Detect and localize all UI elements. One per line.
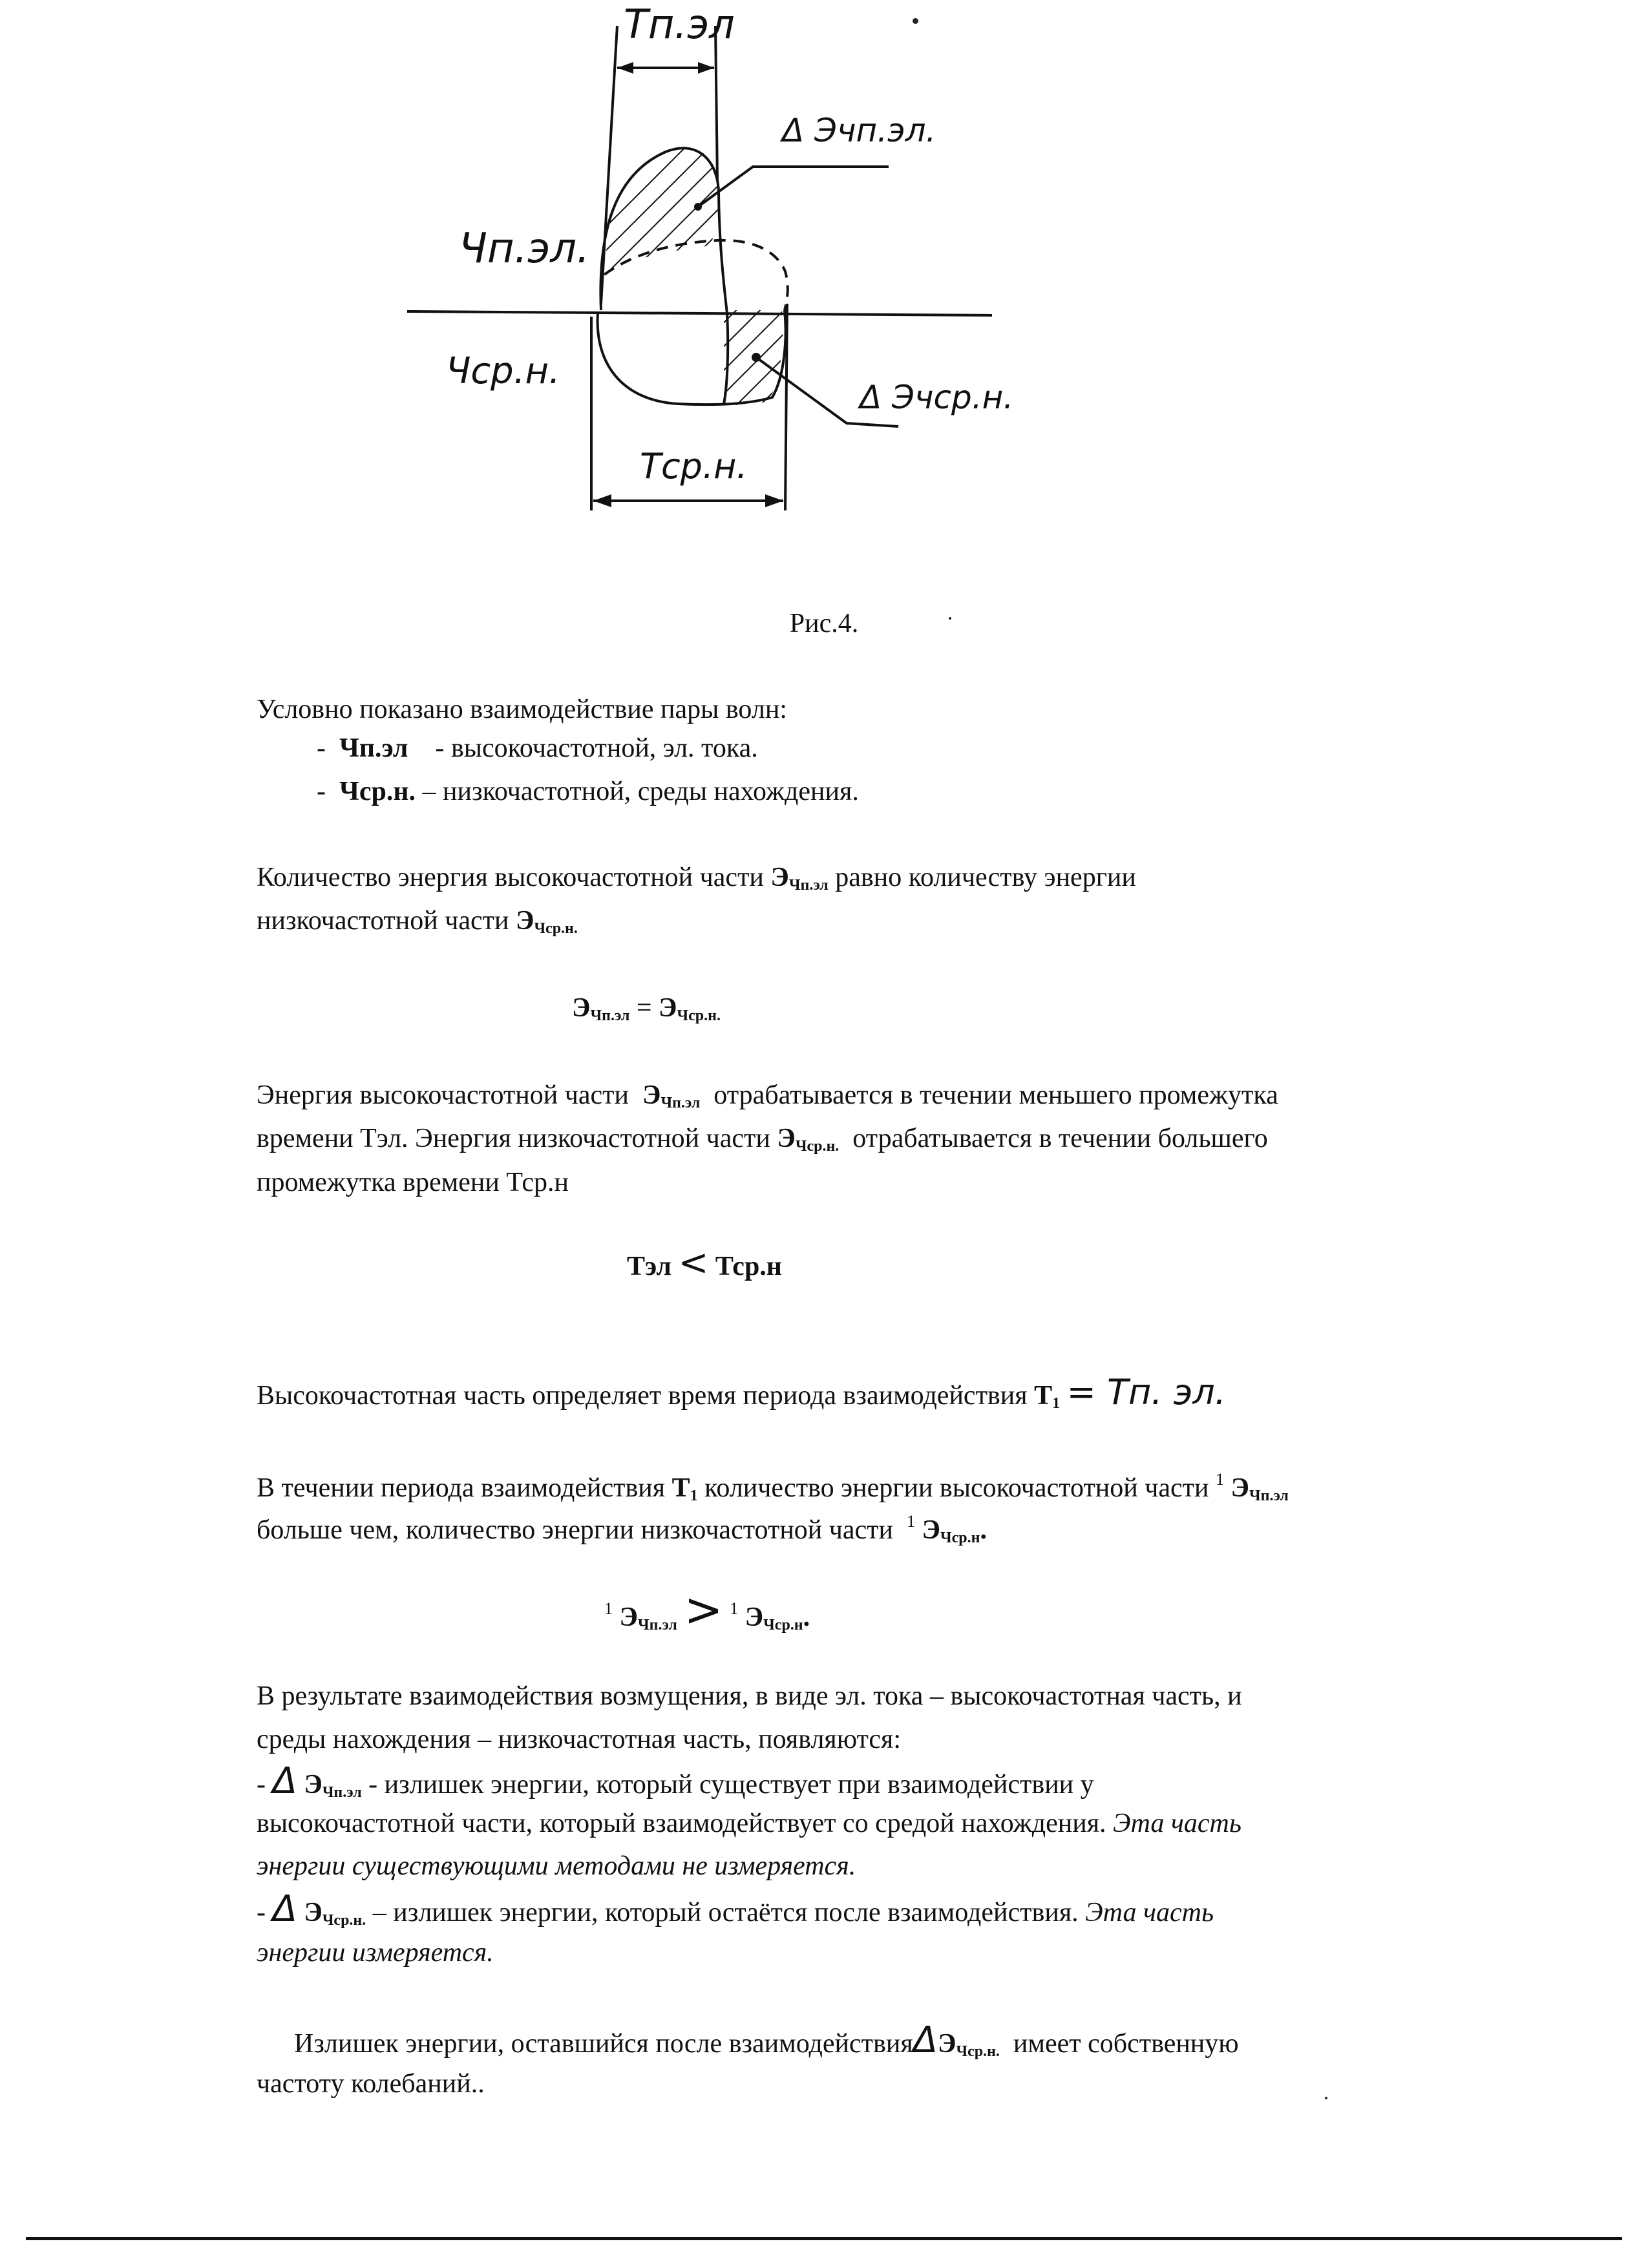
para2-line1: Энергия высокочастотной части $Э_{Чп.эл}$ отрабатывается в течении меньшего промежутка	[257, 1080, 1278, 1111]
intro-item-1: - Чп.эл - высокочастотной, эл. тока.	[317, 733, 758, 763]
intro-heading: Условно показано взаимодействие пары волн:	[257, 695, 787, 724]
para6-line1: Излишек энергии, оставшийся после взаимодействияΔЭ$_{Чср.н.}$ имеет собственную	[294, 2019, 1239, 2061]
para2-line2: времени Тэл. Энергия низкочастотной части $Э_{Чср.н.}$ отрабатывается в течении большего	[257, 1124, 1268, 1155]
label-t-pel: Тп.эл	[624, 1, 735, 48]
axis-line	[407, 311, 992, 315]
figure-4-diagram	[0, 0, 1648, 582]
para5-line1: В результате взаимодействия возмущения, в виде эл. тока – высокочастотная часть, и	[257, 1681, 1242, 1711]
label-delta-e-chsrn: Δ Эчср.н.	[860, 379, 1014, 416]
para5-bullet1-line2: высокочастотной части, который взаимодействует со средой нахождения. Эта часть	[257, 1809, 1241, 1838]
bottom-rule	[26, 2237, 1622, 2240]
equation-energy-equal: $Э_{Чп.эл} = Э_{Чср.н.}$	[572, 993, 721, 1024]
leader-delta-chpel	[698, 167, 889, 207]
speck	[1325, 2097, 1327, 2099]
para5-bullet2-line1: - Δ $Э_{Чср.н.}$ – излишек энергии, который остаётся после взаимодействия. Эта часть	[257, 1888, 1214, 1930]
para4-line1: В течении периода взаимодействия $Т_1$ количество энергии высокочастотной части $^1$ $Э_{Чп.эл}$	[257, 1470, 1289, 1504]
speck	[913, 18, 918, 24]
label-delta-e-chpel: Δ Эчп.эл.	[782, 112, 936, 149]
para5-bullet1-line3: энергии существующими методами не измеряется.	[257, 1851, 856, 1881]
para4-line2: больше чем, количество энергии низкочастотной части $^1$ $Э_{Чср.н}$.	[257, 1512, 987, 1546]
tpel-right-line	[715, 26, 717, 181]
inequality-energy: $^1$ $Э_{Чп.эл} > ^1$ $Э_{Чср.н}$.	[604, 1582, 810, 1637]
para1-line2: низкочастотной части $Э_{Чср.н.}$	[257, 906, 578, 937]
para5-bullet1-line1: - Δ $Э_{Чп.эл}$ - излишек энергии, который существует при взаимодействии у	[257, 1760, 1094, 1802]
inequality-time: Тэл < Тср.н	[627, 1242, 783, 1284]
intro-item-2: - Чср.н. – низкочастотной, среды нахождения.	[317, 777, 859, 806]
para3: Высокочастотная часть определяет время периода взаимодействия $Т_1$ = Тп. эл.	[257, 1372, 1226, 1412]
para2-line3: промежутка времени Тср.н	[257, 1168, 569, 1197]
para5-bullet2-line2: энергии измеряется.	[257, 1938, 494, 1968]
para6-line2: частоту колебаний..	[257, 2069, 485, 2099]
label-t-srn: Тср.н.	[640, 446, 748, 487]
figure-caption: Рис.4.	[789, 609, 859, 638]
para5-line2: среды нахождения – низкочастотная часть, появляются:	[257, 1725, 902, 1754]
label-ch-srn: Чср.н.	[446, 350, 560, 392]
para1-line1: Количество энергия высокочастотной части $Э_{Чп.эл}$ равно количеству энергии	[257, 863, 1136, 894]
label-ch-pel: Чп.эл.	[459, 225, 590, 273]
